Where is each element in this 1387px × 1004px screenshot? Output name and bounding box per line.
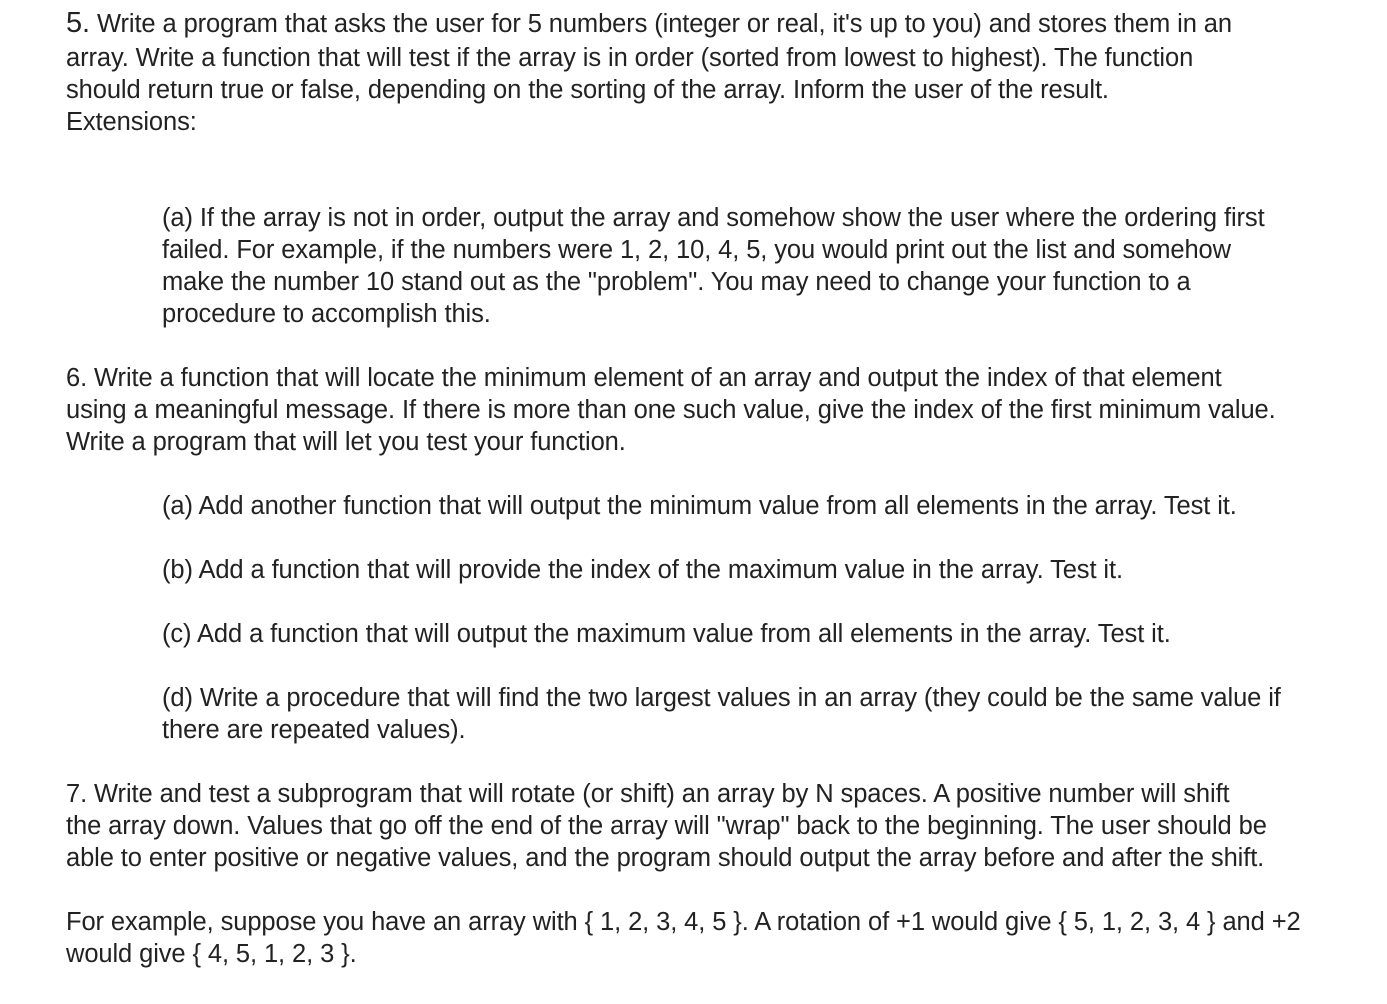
problem-6-line-1: 6. Write a function that will locate the minimum element of an array and output the index of that element xyxy=(66,364,1222,392)
problem-6-line-2: using a meaningful message. If there is more than one such value, give the index of the first minimum value. xyxy=(66,396,1276,424)
extension-a-line-2: failed. For example, if the numbers were 1, 2, 10, 4, 5, you would print out the list and somehow xyxy=(162,236,1231,264)
problem-6-part-d-line-2: there are repeated values). xyxy=(162,716,466,744)
problem-7-line-2: the array down. Values that go off the end of the array will "wrap" back to the beginning. The user should be xyxy=(66,812,1267,840)
problem-6-part-c: (c) Add a function that will output the maximum value from all elements in the array. Test it. xyxy=(162,620,1171,648)
problem-5-line-2: array. Write a function that will test if the array is in order (sorted from lowest to highest). The function xyxy=(66,44,1194,72)
problem-7-line-1: 7. Write and test a subprogram that will rotate (or shift) an array by N spaces. A positive number will shift xyxy=(66,780,1230,808)
problem-5-line-3: should return true or false, depending on the sorting of the array. Inform the user of the result. xyxy=(66,76,1109,104)
problem-6-part-d-line-1: (d) Write a procedure that will find the two largest values in an array (they could be the same value if xyxy=(162,684,1281,712)
problem-6-part-b: (b) Add a function that will provide the index of the maximum value in the array. Test it. xyxy=(162,556,1123,584)
problem-5-extensions-heading: Extensions: xyxy=(66,108,197,136)
problem-5-number: 5. xyxy=(66,7,90,39)
problem-5-line-1-text: Write a program that asks the user for 5 numbers (integer or real, it's up to you) and stores them in an xyxy=(90,10,1232,38)
problem-7-example-line-1: For example, suppose you have an array with { 1, 2, 3, 4, 5 }. A rotation of +1 would give { 5, 1, 2, 3, 4 } and +2 xyxy=(66,908,1301,936)
extension-a-line-4: procedure to accomplish this. xyxy=(162,300,491,328)
problem-7-line-3: able to enter positive or negative values, and the program should output the array before and after the shift. xyxy=(66,844,1265,872)
problem-7-example-line-2: would give { 4, 5, 1, 2, 3 }. xyxy=(66,940,357,968)
problem-6-line-3: Write a program that will let you test your function. xyxy=(66,428,626,456)
extension-a-line-1: (a) If the array is not in order, output the array and somehow show the user where the ordering first xyxy=(162,204,1265,232)
problem-6-part-a: (a) Add another function that will output the minimum value from all elements in the array. Test it. xyxy=(162,492,1237,520)
problem-5-line-1 xyxy=(66,7,1232,40)
extension-a-line-3: make the number 10 stand out as the "problem". You may need to change your function to a xyxy=(162,268,1191,296)
